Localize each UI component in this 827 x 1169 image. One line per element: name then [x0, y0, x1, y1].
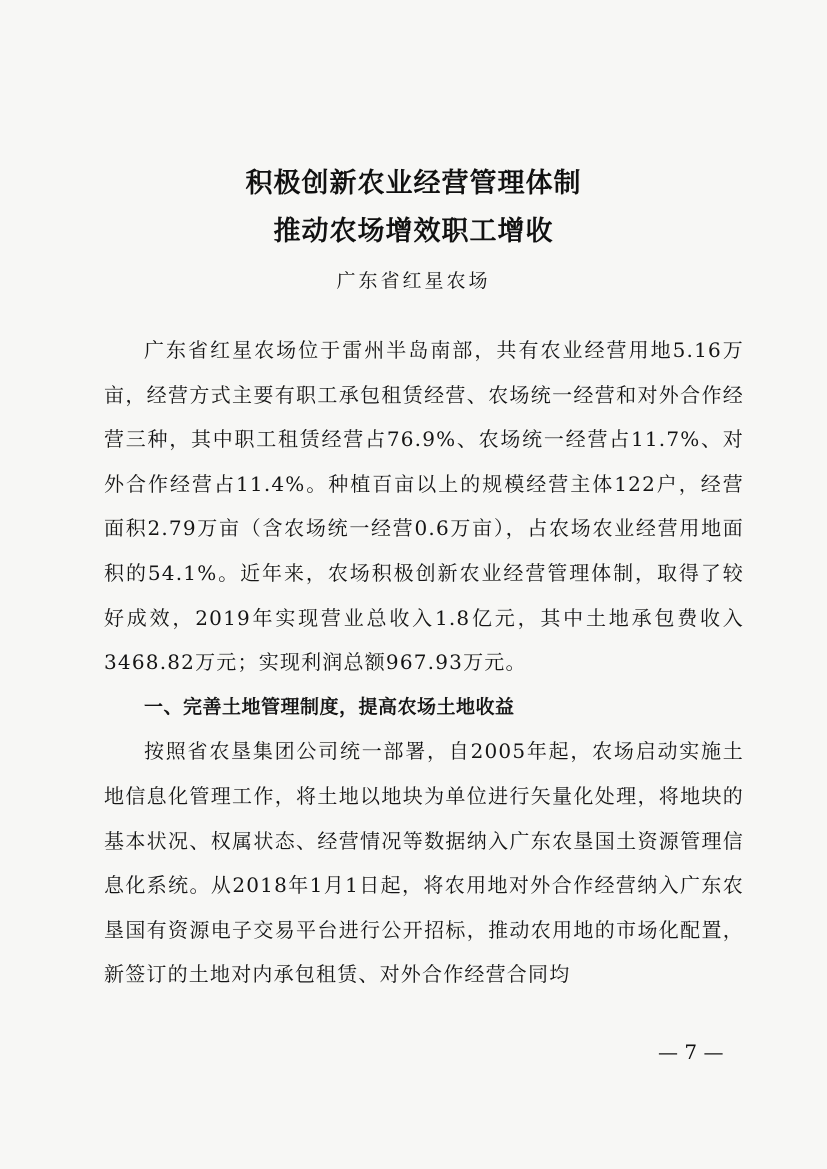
- paragraph-land-management: 按照省农垦集团公司统一部署，自2005年起，农场启动实施土地信息化管理工作，将土地以地块为单位进行矢量化处理，将地块的基本状况、权属状态、经营情况等数据纳入广东农垦国土资源管理信息化系统。从2018年1月1日起，将农用地对外合作经营纳入广东农垦国有资源电子交易平台进行公开招标，推动农用地的市场化配置，新签订的土地对内承包租赁、对外合作经营合同均: [104, 739, 744, 987]
- page-number: — 7 —: [658, 1040, 724, 1064]
- article-title: [0, 160, 827, 256]
- section-heading: 一、完善土地管理制度，提高农场土地收益: [144, 695, 515, 718]
- title-line-2: 推动农场增效职工增收: [273, 216, 554, 247]
- author-line: 广东省红星农场: [336, 270, 491, 292]
- title-line-1: 积极创新农业经营管理体制: [245, 168, 582, 199]
- paragraph-intro: 广东省红星农场位于雷州半岛南部，共有农业经营用地5.16万亩，经营方式主要有职工承包租赁经营、农场统一经营和对外合作经营三种，其中职工租赁经营占76.9%、农场统一经营占11.7%、对外合作经营占11.4%。种植百亩以上的规模经营主体122户，经营面积2.79万亩（含农场统一经营0.6万亩），占农场农业经营用地面积的54.1%。近年来，农场积极创新农业经营管理体制，取得了较好成效，2019年实现营业总收入1.8亿元，其中土地承包费收入3468.82万元；实现利润总额967.93万元。: [104, 338, 744, 675]
- article-body: [104, 328, 744, 997]
